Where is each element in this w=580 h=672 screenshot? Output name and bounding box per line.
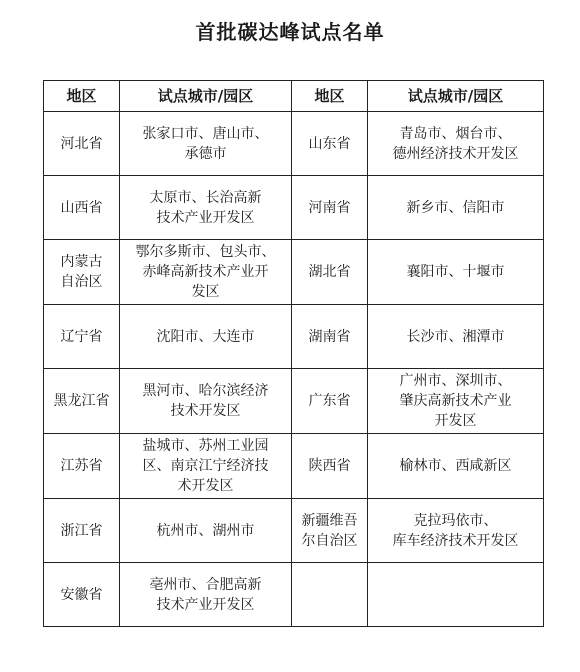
cities-cell: 青岛市、烟台市、 德州经济技术开发区	[368, 112, 544, 176]
region-cell: 新疆维吾 尔自治区	[292, 499, 368, 563]
cities-cell: 盐城市、苏州工业园 区、南京江宁经济技 术开发区	[120, 434, 292, 499]
pilot-list-table	[43, 80, 544, 627]
cities-cell: 广州市、深圳市、 肇庆高新技术产业 开发区	[368, 369, 544, 434]
cities-cell: 亳州市、合肥高新 技术产业开发区	[120, 563, 292, 627]
header-region-right: 地区	[292, 81, 368, 112]
region-cell: 江苏省	[44, 434, 120, 499]
region-cell: 内蒙古 自治区	[44, 240, 120, 305]
table-row	[44, 176, 544, 240]
cities-cell: 鄂尔多斯市、包头市、 赤峰高新技术产业开 发区	[120, 240, 292, 305]
cities-cell: 太原市、长治高新 技术产业开发区	[120, 176, 292, 240]
table-row	[44, 240, 544, 305]
cities-cell: 新乡市、信阳市	[368, 176, 544, 240]
table-row	[44, 434, 544, 499]
region-cell: 山西省	[44, 176, 120, 240]
header-city-left: 试点城市/园区	[120, 81, 292, 112]
region-cell: 安徽省	[44, 563, 120, 627]
cities-cell: 张家口市、唐山市、 承德市	[120, 112, 292, 176]
cities-cell	[368, 563, 544, 627]
region-cell	[292, 563, 368, 627]
cities-cell: 克拉玛依市、 库车经济技术开发区	[368, 499, 544, 563]
region-cell: 河南省	[292, 176, 368, 240]
region-cell: 浙江省	[44, 499, 120, 563]
region-cell: 湖南省	[292, 305, 368, 369]
page-title: 首批碳达峰试点名单	[195, 20, 385, 44]
region-cell: 山东省	[292, 112, 368, 176]
cities-cell: 黑河市、哈尔滨经济 技术开发区	[120, 369, 292, 434]
table-row	[44, 369, 544, 434]
region-cell: 辽宁省	[44, 305, 120, 369]
table-row	[44, 563, 544, 627]
region-cell: 湖北省	[292, 240, 368, 305]
region-cell: 河北省	[44, 112, 120, 176]
table-header-row	[44, 81, 544, 112]
cities-cell: 沈阳市、大连市	[120, 305, 292, 369]
region-cell: 广东省	[292, 369, 368, 434]
region-cell: 陕西省	[292, 434, 368, 499]
region-cell: 黑龙江省	[44, 369, 120, 434]
table-row	[44, 499, 544, 563]
header-city-right: 试点城市/园区	[368, 81, 544, 112]
table-row	[44, 305, 544, 369]
table-row	[44, 112, 544, 176]
cities-cell: 长沙市、湘潭市	[368, 305, 544, 369]
cities-cell: 襄阳市、十堰市	[368, 240, 544, 305]
cities-cell: 榆林市、西咸新区	[368, 434, 544, 499]
cities-cell: 杭州市、湖州市	[120, 499, 292, 563]
header-region-left: 地区	[44, 81, 120, 112]
